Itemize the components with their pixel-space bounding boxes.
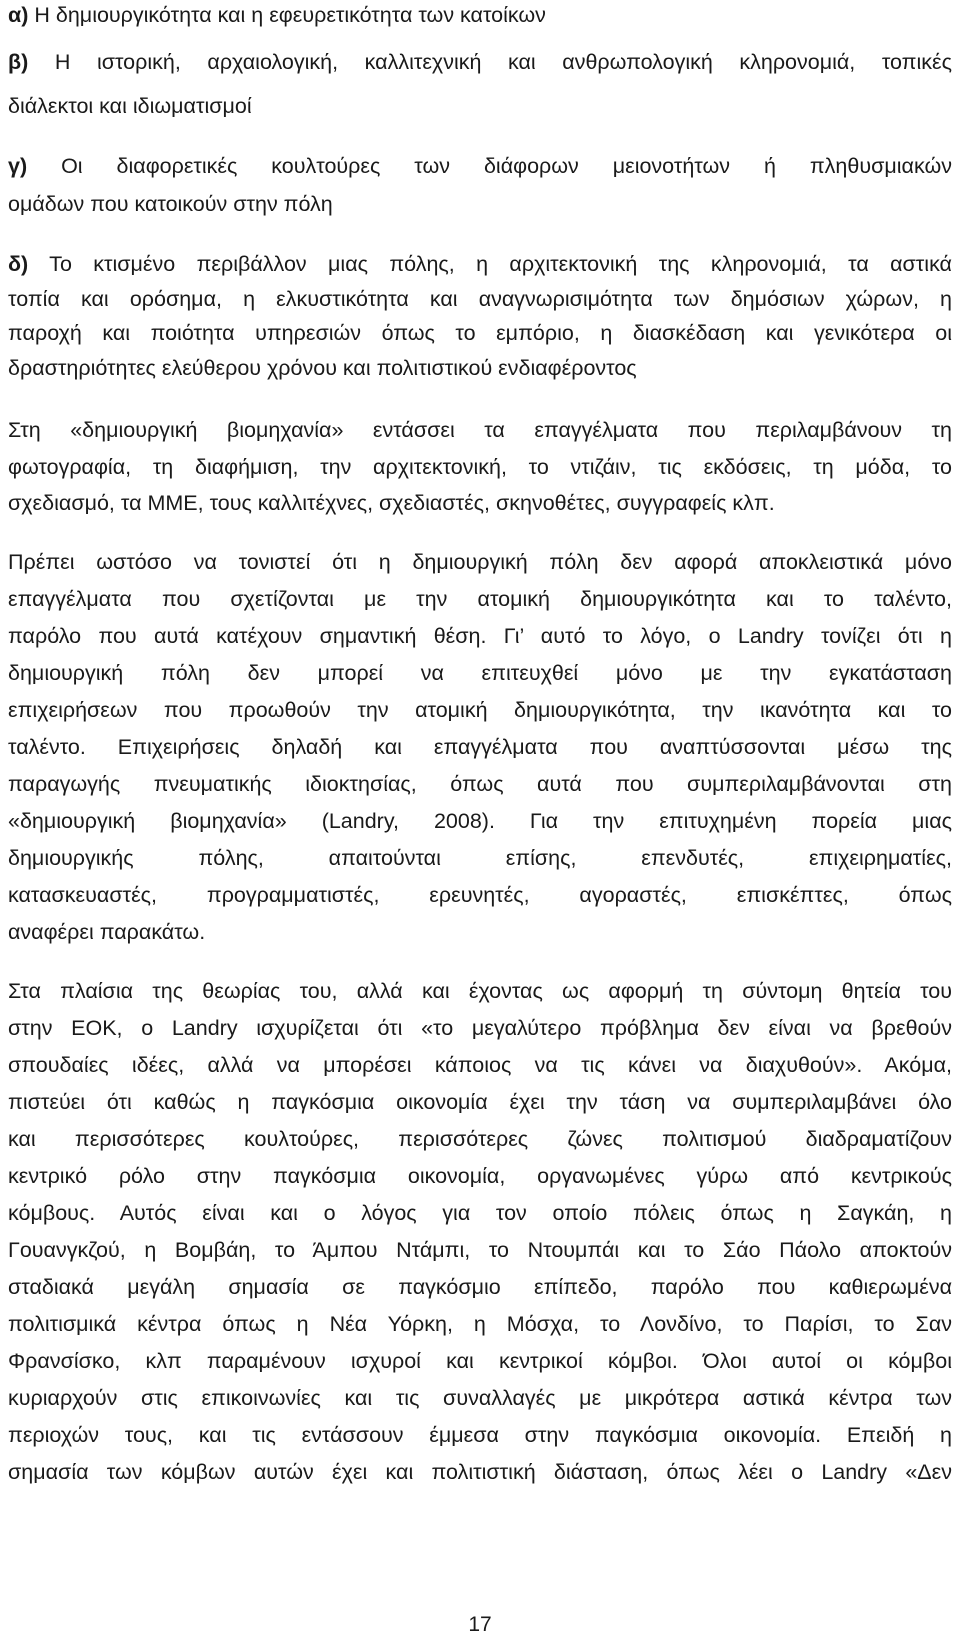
paragraph-2-line-10: κατασκευαστές, προγραμματιστές, ερευνητές, αγοραστές, επισκέπτες, όπως [8, 883, 952, 907]
paragraph-3-line-5: και περισσότερες κουλτούρες, περισσότερες ζώνες πολιτισμού διαδραματίζουν [8, 1127, 952, 1151]
paragraph-3-line-13: περιοχών τους, και τις εντάσσουν έμμεσα στην παγκόσμια οικονομία. Επειδή η [8, 1423, 952, 1447]
paragraph-2-line-4: δημιουργική πόλη δεν μπορεί να επιτευχθεί μόνο με την εγκατάσταση [8, 661, 952, 685]
paragraph-3-line-9: σταδιακά μεγάλη σημασία σε παγκόσμιο επίπεδο, παρόλο που καθιερωμένα [8, 1275, 952, 1299]
list-item-b-line-2: διάλεκτοι και ιδιωματισμοί [8, 94, 252, 118]
paragraph-1-line-1: Στη «δημιουργική βιομηχανία» εντάσσει τα επαγγέλματα που περιλαμβάνουν τη [8, 418, 952, 442]
list-item-a-letter: α) [8, 3, 29, 27]
list-item-d-line-1 [8, 249, 952, 279]
paragraph-2-line-3: παρόλο που αυτά κατέχουν σημαντική θέση. Γι’ αυτό το λόγο, ο Landry τονίζει ότι η [8, 624, 952, 648]
page-number: 17 [468, 1613, 492, 1636]
list-item-d-line-4: δραστηριότητες ελεύθερου χρόνου και πολιτιστικού ενδιαφέροντος [8, 356, 637, 380]
list-item-d-text-1: Το κτισμένο περιβάλλον μιας πόλης, η αρχιτεκτονική της κληρονομιά, τα αστικά [49, 252, 952, 276]
paragraph-2-line-8: «δημιουργική βιομηχανία» (Landry, 2008). Για την επιτυχημένη πορεία μιας [8, 809, 952, 833]
paragraph-1-line-3: σχεδιασμό, τα ΜΜΕ, τους καλλιτέχνες, σχεδιαστές, σκηνοθέτες, συγγραφείς κλπ. [8, 491, 775, 515]
list-item-d-line-2: τοπία και ορόσημα, η ελκυστικότητα και αναγνωρισιμότητα των δημόσιων χώρων, η [8, 287, 952, 311]
paragraph-3-line-2: στην ΕΟΚ, ο Landry ισχυρίζεται ότι «το μεγαλύτερο πρόβλημα δεν είναι να βρεθούν [8, 1016, 952, 1040]
paragraph-2-line-2: επαγγέλματα που σχετίζονται με την ατομική δημιουργικότητα και το ταλέντο, [8, 587, 952, 611]
paragraph-3-line-12: κυριαρχούν στις επικοινωνίες και τις συναλλαγές με μικρότερα αστικά κέντρα των [8, 1386, 952, 1410]
paragraph-3-line-10: πολιτισμικά κέντρα όπως η Νέα Υόρκη, η Μόσχα, το Λονδίνο, το Παρίσι, το Σαν [8, 1312, 952, 1336]
paragraph-2-line-11: αναφέρει παρακάτω. [8, 920, 206, 944]
list-item-b-text-1: Η ιστορική, αρχαιολογική, καλλιτεχνική και ανθρωπολογική κληρονομιά, τοπικές [54, 50, 952, 74]
list-item-c-text-1: Οι διαφορετικές κουλτούρες των διάφορων μειονοτήτων ή πληθυσμιακών [61, 154, 952, 178]
paragraph-3-line-1: Στα πλαίσια της θεωρίας του, αλλά και έχοντας ως αφορμή τη σύντομη θητεία του [8, 979, 952, 1003]
list-item-c-line-2: ομάδων που κατοικούν στην πόλη [8, 192, 333, 216]
paragraph-1-line-2: φωτογραφία, τη διαφήμιση, την αρχιτεκτονική, το ντιζάιν, τις εκδόσεις, τη μόδα, το [8, 455, 952, 479]
paragraph-3-line-14: σημασία των κόμβων αυτών έχει και πολιτιστική διάσταση, όπως λέει ο Landry «Δεν [8, 1460, 952, 1484]
paragraph-3-line-8: Γουανγκζού, η Βομβάη, το Άμπου Ντάμπι, το Ντουμπάι και το Σάο Πάολο αποκτούν [8, 1238, 952, 1262]
list-item-c-line-1 [8, 151, 952, 181]
paragraph-2-line-1: Πρέπει ωστόσο να τονιστεί ότι η δημιουργική πόλη δεν αφορά αποκλειστικά μόνο [8, 550, 952, 574]
paragraph-3-line-7: κόμβους. Αυτός είναι και ο λόγος για τον οποίο πόλεις όπως η Σαγκάη, η [8, 1201, 952, 1225]
list-item-a-text: Η δημιουργικότητα και η εφευρετικότητα των κατοίκων [34, 3, 546, 27]
paragraph-2-line-5: επιχειρήσεων που προωθούν την ατομική δημιουργικότητα, την ικανότητα και το [8, 698, 952, 722]
list-item-c-letter: γ) [8, 154, 28, 178]
paragraph-3-line-4: πιστεύει ότι καθώς η παγκόσμια οικονομία έχει την τάση να συμπεριλαμβάνει όλο [8, 1090, 952, 1114]
paragraph-3-line-6: κεντρικό ρόλο στην παγκόσμια οικονομία, οργανωμένες γύρω από κεντρικούς [8, 1164, 952, 1188]
list-item-b-letter: β) [8, 50, 29, 74]
paragraph-3-line-11: Φρανσίσκο, κλπ παραμένουν ισχυροί και κεντρικοί κόμβοι. Όλοι αυτοί οι κόμβοι [8, 1349, 952, 1373]
paragraph-2-line-9: δημιουργικής πόλης, απαιτούνται επίσης, επενδυτές, επιχειρηματίες, [8, 846, 952, 870]
list-item-d-line-3: παροχή και ποιότητα υπηρεσιών όπως το εμπόριο, η διασκέδαση και γενικότερα οι [8, 321, 952, 345]
list-item-a-line-1 [8, 0, 952, 30]
paragraph-3-line-3: σπουδαίες ιδέες, αλλά να μπορέσει κάποιος να τις κάνει να διαχυθούν». Ακόμα, [8, 1053, 952, 1077]
list-item-b-line-1 [8, 47, 952, 77]
paragraph-2-line-6: ταλέντο. Επιχειρήσεις δηλαδή και επαγγέλματα που αναπτύσσονται μέσω της [8, 735, 952, 759]
list-item-d-letter: δ) [8, 252, 29, 276]
paragraph-2-line-7: παραγωγής πνευματικής ιδιοκτησίας, όπως αυτά που συμπεριλαμβάνονται στη [8, 772, 952, 796]
